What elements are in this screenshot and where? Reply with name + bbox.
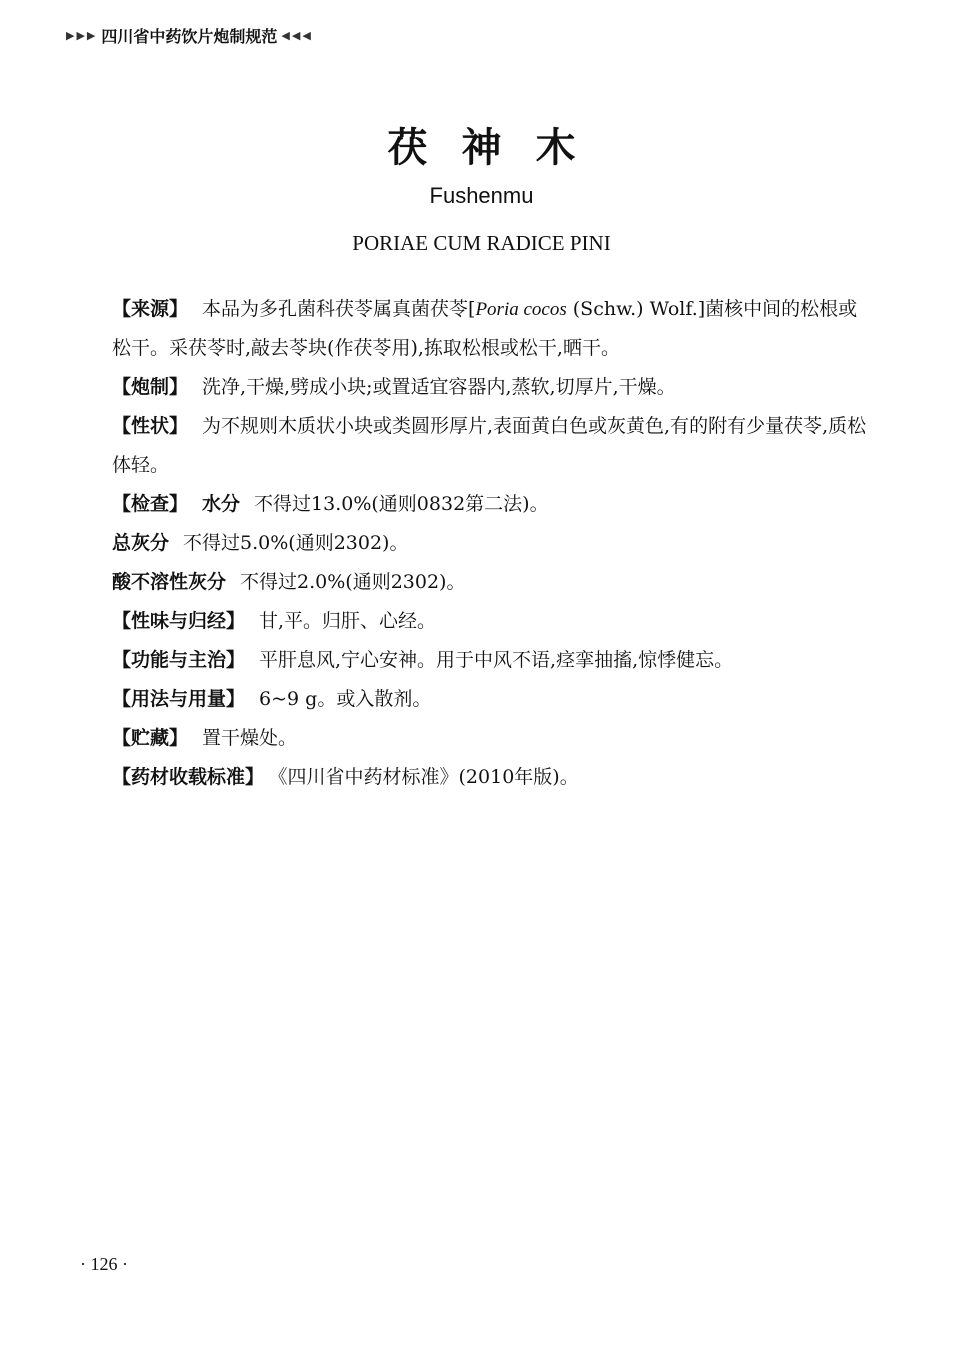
section-text: 本品为多孔菌科茯苓属真菌茯苓[ [202,298,476,320]
section-label: 【药材收载标准】 [112,766,265,788]
section-label: 【检查】 [112,493,189,515]
section-usage [68,680,874,719]
section-text: 甘,平。归肝、心经。 [259,610,437,632]
ornament-right-icon: ◀◀◀ [281,29,313,42]
section-text: 洗净,干燥,劈成小块;或置适宜容器内,蒸软,切厚片,干燥。 [202,376,676,398]
section-function [68,641,874,680]
moisture-label: 水分 [202,493,241,515]
inspection-total-ash [68,524,874,563]
section-label: 【性状】 [112,415,189,437]
page-number: · 126 · [80,1254,128,1274]
book-title: 四川省中药饮片炮制规范 [101,27,278,46]
section-label: 【功能与主治】 [112,649,246,671]
total-ash-label: 总灰分 [112,532,170,554]
section-processing [68,368,874,407]
section-standard [68,758,874,797]
section-nature [68,602,874,641]
total-ash-text: 不得过5.0%(通则2302)。 [183,532,409,554]
section-label: 【性味与归经】 [112,610,246,632]
ornament-left-icon: ▶▶▶ [66,29,98,42]
species-name: Poria cocos [475,299,567,320]
acid-ash-text: 不得过2.0%(通则2302)。 [240,571,466,593]
entry-title-latin: PORIAE CUM RADICE PINI [352,231,611,255]
section-label: 【贮藏】 [112,727,189,749]
section-text: 6~9 g。或入散剂。 [259,688,432,710]
entry-title-chinese: 茯神木 [387,124,610,171]
entry-content [68,290,874,797]
section-text: 置干燥处。 [202,727,298,749]
section-inspection [68,485,874,524]
section-text: 《四川省中药材标准》(2010年版)。 [278,766,579,788]
section-text: 为不规则木质状小块或类圆形厚片,表面黄白色或灰黄色,有的附有少量茯苓,质松体轻。 [112,415,867,476]
moisture-text: 不得过13.0%(通则0832第二法)。 [254,493,549,515]
section-text: (Schw.) Wolf.]菌核中间的松根或松干。采茯苓时,敲去苓块(作茯苓用),拣取松根或松干,晒干。 [112,298,858,359]
section-source [68,290,874,368]
section-storage [68,719,874,758]
running-header [66,24,313,47]
section-label: 【用法与用量】 [112,688,246,710]
entry-title-pinyin: Fushenmu [429,183,534,208]
section-label: 【炮制】 [112,376,189,398]
entry-title-block [0,122,963,256]
section-label: 【来源】 [112,298,189,320]
section-text: 平肝息风,宁心安神。用于中风不语,痉挛抽搐,惊悸健忘。 [259,649,734,671]
inspection-acid-insoluble-ash [68,563,874,602]
section-description [68,407,874,485]
acid-ash-label: 酸不溶性灰分 [112,571,227,593]
